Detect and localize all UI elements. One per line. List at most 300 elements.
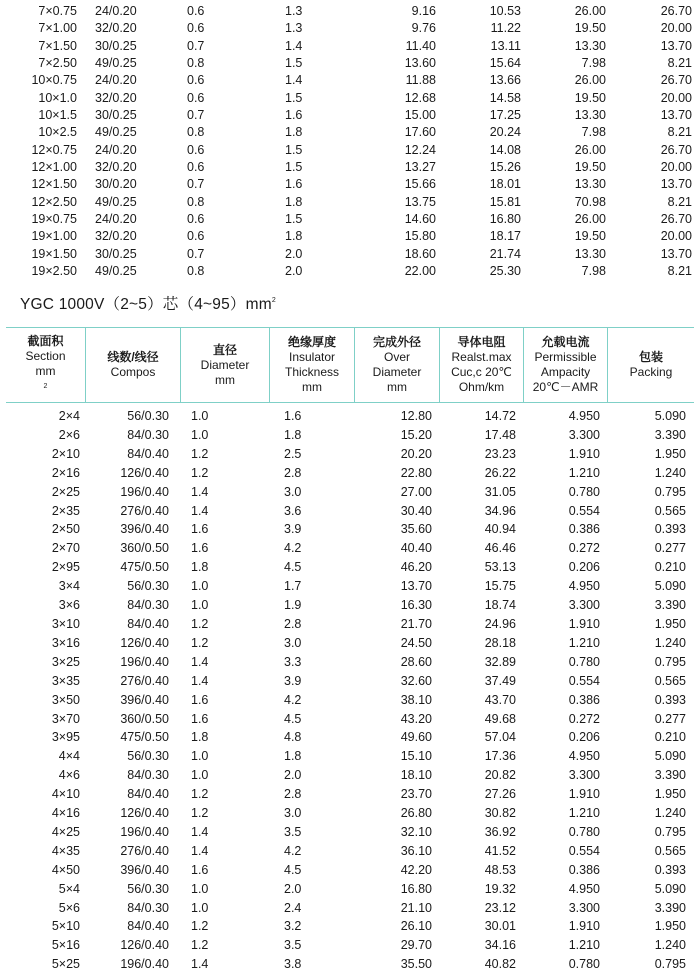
table-cell: 3×6 <box>58 598 80 613</box>
table-cell: 1.4 <box>191 824 209 839</box>
table-cell: 26.70 <box>660 212 692 227</box>
table-cell: 1.950 <box>654 787 686 802</box>
table-cell: 1.5 <box>285 142 303 157</box>
table-cell: 3.9 <box>284 673 302 688</box>
table-cell: 1.6 <box>284 409 302 423</box>
table-cell: 17.48 <box>484 427 516 442</box>
table-cell: 13.30 <box>574 108 606 123</box>
table-cell: 4.8 <box>284 730 302 745</box>
table-cell: 4.5 <box>284 560 302 575</box>
table-cell: 16.80 <box>400 881 432 896</box>
table-cell: 40.94 <box>484 522 516 537</box>
table-cell: 4.2 <box>284 692 302 707</box>
table-cell: 28.60 <box>400 654 432 669</box>
top-spec-table-body <box>0 3 700 281</box>
table-cell: 34.16 <box>484 938 516 953</box>
table-cell: 0.780 <box>568 957 600 972</box>
table-cell: 8.21 <box>667 194 692 209</box>
table-cell: 1.950 <box>654 446 686 461</box>
table-cell: 43.70 <box>484 692 516 707</box>
table-cell: 41.52 <box>484 843 516 858</box>
header-en: Diameter <box>372 365 422 379</box>
table-cell: 1.6 <box>191 541 209 556</box>
section-title-text: YGC 1000V（2~5）芯（4~95）mm <box>20 296 272 313</box>
table-cell: 11.88 <box>405 73 436 88</box>
table-cell: 2×10 <box>51 446 80 461</box>
table-cell: 1.9 <box>284 598 302 613</box>
table-cell: 17.36 <box>484 749 516 764</box>
table-cell: 1.210 <box>568 806 600 821</box>
table-cell: 46.46 <box>484 541 516 556</box>
table-row <box>6 842 694 861</box>
table-cell: 15.10 <box>400 749 432 764</box>
table-row <box>0 3 700 20</box>
table-cell: 0.7 <box>187 177 205 192</box>
table-cell: 0.7 <box>187 246 205 261</box>
section-title-sup: 2 <box>271 297 276 304</box>
table-cell: 1.3 <box>285 4 303 18</box>
table-row <box>6 861 694 880</box>
table-row <box>0 90 700 107</box>
table-cell: 5×6 <box>58 900 80 915</box>
header-zh: 包装 <box>638 350 663 364</box>
table-cell: 2.5 <box>284 446 302 461</box>
table-cell: 3.0 <box>284 484 302 499</box>
table-cell: 2×6 <box>58 427 80 442</box>
table-cell: 15.20 <box>400 427 432 442</box>
table-cell: 3.2 <box>284 919 302 934</box>
table-cell: 0.8 <box>187 56 205 71</box>
table-cell: 35.50 <box>400 957 432 972</box>
table-cell: 19.32 <box>484 881 516 896</box>
table-cell: 196/0.40 <box>120 824 169 839</box>
table-header <box>6 327 694 403</box>
table-cell: 13.75 <box>404 194 436 209</box>
table-cell: 1.8 <box>285 125 303 140</box>
table-cell: 5.090 <box>654 579 686 594</box>
table-cell: 1.210 <box>568 938 600 953</box>
header-section <box>6 328 86 402</box>
table-cell: 3×35 <box>51 673 80 688</box>
table-cell: 4×10 <box>51 787 80 802</box>
table-cell: 1.910 <box>568 616 600 631</box>
table-cell: 48.53 <box>484 862 516 877</box>
table-cell: 26.10 <box>400 919 432 934</box>
table-cell: 9.16 <box>411 4 436 18</box>
table-cell: 1.4 <box>285 38 303 53</box>
table-cell: 84/0.40 <box>127 919 169 934</box>
header-zh: 允载电流 <box>541 335 590 349</box>
table-cell: 30.40 <box>400 503 432 518</box>
table-row <box>6 407 694 426</box>
table-cell: 5×25 <box>51 957 80 972</box>
table-cell: 3.300 <box>568 768 600 783</box>
table-cell: 84/0.30 <box>127 598 169 613</box>
table-cell: 196/0.40 <box>120 484 169 499</box>
table-cell: 360/0.50 <box>120 541 169 556</box>
table-cell: 12.68 <box>404 90 436 105</box>
table-cell: 18.17 <box>489 229 521 244</box>
table-cell: 3×70 <box>51 711 80 726</box>
table-cell: 1.0 <box>191 598 209 613</box>
table-cell: 3.390 <box>654 900 686 915</box>
table-cell: 14.58 <box>489 90 521 105</box>
table-cell: 15.81 <box>489 194 521 209</box>
table-cell: 26.00 <box>574 212 606 227</box>
table-row <box>6 804 694 823</box>
header-zh: 完成外径 <box>372 335 421 349</box>
header-resistance <box>440 328 524 402</box>
table-cell: 3.0 <box>284 635 302 650</box>
table-cell: 0.7 <box>187 38 205 53</box>
table-cell: 3×4 <box>58 579 80 594</box>
table-cell: 1.4 <box>191 484 209 499</box>
table-cell: 23.12 <box>484 900 516 915</box>
table-cell: 20.00 <box>660 160 692 175</box>
table-cell: 16.80 <box>489 212 521 227</box>
table-cell: 28.18 <box>484 635 516 650</box>
table-cell: 1.6 <box>191 711 209 726</box>
table-cell: 0.6 <box>187 21 205 36</box>
table-cell: 4×35 <box>51 843 80 858</box>
table-cell: 20.00 <box>660 21 692 36</box>
table-row <box>6 899 694 918</box>
table-cell: 475/0.50 <box>120 560 169 575</box>
table-cell: 7×2.50 <box>38 56 77 71</box>
table-cell: 1.3 <box>285 21 303 36</box>
header-en: Section <box>25 348 66 363</box>
table-cell: 1.4 <box>191 957 209 972</box>
header-en: Ohm/km <box>458 380 505 394</box>
table-cell: 0.6 <box>187 73 205 88</box>
table-cell: 1.2 <box>191 919 209 934</box>
table-cell: 0.554 <box>568 673 600 688</box>
table-cell: 1.2 <box>191 635 209 650</box>
table-cell: 15.26 <box>489 160 521 175</box>
table-cell: 10×1.5 <box>38 108 77 123</box>
table-cell: 30/0.25 <box>95 38 137 53</box>
table-cell: 29.70 <box>400 938 432 953</box>
table-row <box>6 483 694 502</box>
table-cell: 21.10 <box>400 900 432 915</box>
table-cell: 8.21 <box>667 125 692 140</box>
table-cell: 10×1.0 <box>38 90 77 105</box>
table-cell: 2.8 <box>284 787 302 802</box>
table-cell: 13.70 <box>660 108 692 123</box>
table-cell: 32.89 <box>484 654 516 669</box>
table-cell: 2.0 <box>285 246 303 261</box>
table-cell: 1.8 <box>284 749 302 764</box>
header-en: mm $^2$ <box>35 363 56 390</box>
table-cell: 13.70 <box>660 246 692 261</box>
table-cell: 35.60 <box>400 522 432 537</box>
table-row <box>0 263 700 280</box>
table-cell: 12×0.75 <box>31 142 77 157</box>
table-cell: 1.4 <box>191 673 209 688</box>
table-cell: 20.00 <box>660 90 692 105</box>
table-cell: 1.5 <box>285 160 303 175</box>
table-cell: 12.80 <box>400 409 432 423</box>
table-cell: 3.390 <box>654 768 686 783</box>
table-cell: 7.98 <box>581 56 606 71</box>
table-cell: 13.70 <box>660 177 692 192</box>
table-cell: 0.210 <box>654 730 686 745</box>
table-cell: 4.5 <box>284 862 302 877</box>
table-cell: 13.60 <box>404 56 436 71</box>
table-cell: 1.6 <box>191 862 209 877</box>
header-en: Over <box>383 350 410 364</box>
table-cell: 49/0.25 <box>95 56 137 71</box>
table-cell: 37.49 <box>484 673 516 688</box>
table-cell: 1.8 <box>191 730 209 745</box>
table-cell: 1.0 <box>191 749 209 764</box>
table-row <box>6 691 694 710</box>
table-cell: 8.21 <box>667 264 692 279</box>
table-row <box>6 710 694 729</box>
table-cell: 46.20 <box>400 560 432 575</box>
header-zh: 截面积 <box>27 333 64 348</box>
table-cell: 0.206 <box>568 560 600 575</box>
table-cell: 84/0.40 <box>127 787 169 802</box>
table-row <box>6 596 694 615</box>
table-cell: 14.08 <box>489 142 521 157</box>
table-cell: 1.950 <box>654 616 686 631</box>
table-cell: 43.20 <box>400 711 432 726</box>
table-cell: 32/0.20 <box>95 229 137 244</box>
table-cell: 7.98 <box>581 125 606 140</box>
table-cell: 0.780 <box>568 484 600 499</box>
table-cell: 126/0.40 <box>120 938 169 953</box>
table-cell: 4.950 <box>568 881 600 896</box>
table-cell: 49/0.25 <box>95 125 137 140</box>
table-cell: 1.240 <box>654 938 686 953</box>
table-row <box>6 615 694 634</box>
table-cell: 13.70 <box>400 579 432 594</box>
table-cell: 1.4 <box>191 503 209 518</box>
table-row <box>6 747 694 766</box>
table-cell: 0.7 <box>187 108 205 123</box>
table-cell: 1.8 <box>285 194 303 209</box>
table-cell: 0.780 <box>568 824 600 839</box>
table-cell: 24.50 <box>400 635 432 650</box>
table-cell: 84/0.30 <box>127 427 169 442</box>
table-cell: 0.277 <box>654 541 686 556</box>
table-cell: 4×25 <box>51 824 80 839</box>
table-cell: 1.8 <box>284 427 302 442</box>
table-cell: 0.277 <box>654 711 686 726</box>
table-cell: 13.27 <box>404 160 436 175</box>
table-cell: 2×25 <box>51 484 80 499</box>
table-cell: 9.76 <box>411 21 436 36</box>
table-cell: 0.6 <box>187 160 205 175</box>
table-cell: 1.0 <box>191 881 209 896</box>
table-cell: 3.300 <box>568 598 600 613</box>
table-cell: 20.00 <box>660 229 692 244</box>
table-cell: 0.393 <box>654 862 686 877</box>
table-cell: 31.05 <box>484 484 516 499</box>
table-cell: 0.8 <box>187 194 205 209</box>
table-cell: 396/0.40 <box>120 522 169 537</box>
table-cell: 57.04 <box>484 730 516 745</box>
table-cell: 84/0.40 <box>127 616 169 631</box>
table-cell: 7×1.00 <box>38 21 77 36</box>
table-cell: 18.10 <box>400 768 432 783</box>
header-en: mm <box>215 372 235 387</box>
table-cell: 0.8 <box>187 125 205 140</box>
table-cell: 49/0.25 <box>95 264 137 279</box>
table-cell: 11.40 <box>405 38 436 53</box>
table-row <box>6 577 694 596</box>
table-cell: 24/0.20 <box>95 4 137 18</box>
table-cell: 0.393 <box>654 522 686 537</box>
table-cell: 0.795 <box>654 484 686 499</box>
table-cell: 23.70 <box>400 787 432 802</box>
table-cell: 3×16 <box>51 635 80 650</box>
table-cell: 1.8 <box>191 560 209 575</box>
table-cell: 1.6 <box>191 522 209 537</box>
table-cell: 30/0.25 <box>95 108 137 123</box>
table-cell: 0.210 <box>654 560 686 575</box>
table-cell: 1.2 <box>191 465 209 480</box>
table-cell: 1.950 <box>654 919 686 934</box>
table-cell: 56/0.30 <box>127 579 169 594</box>
table-cell: 27.00 <box>400 484 432 499</box>
table-cell: 4×16 <box>51 806 80 821</box>
table-cell: 27.26 <box>484 787 516 802</box>
table-row <box>6 672 694 691</box>
header-en: Permissible <box>534 350 597 364</box>
table-cell: 40.40 <box>400 541 432 556</box>
header-en: Thickness <box>284 365 340 379</box>
table-cell: 1.0 <box>191 900 209 915</box>
table-cell: 13.30 <box>574 246 606 261</box>
table-row <box>0 38 700 55</box>
table-row <box>6 785 694 804</box>
table-cell: 5×4 <box>58 881 80 896</box>
table-cell: 126/0.40 <box>120 806 169 821</box>
header-zh: 直径 <box>212 342 237 357</box>
header-zh: 导体电阻 <box>457 335 506 349</box>
table-cell: 53.13 <box>484 560 516 575</box>
table-cell: 56/0.30 <box>127 881 169 896</box>
table-cell: 2×95 <box>51 560 80 575</box>
table-cell: 38.10 <box>400 692 432 707</box>
header-en: Diameter <box>200 357 250 372</box>
table-cell: 3×25 <box>51 654 80 669</box>
table-cell: 32/0.20 <box>95 21 137 36</box>
table-cell: 26.00 <box>574 73 606 88</box>
table-cell: 15.64 <box>489 56 521 71</box>
table-cell: 1.0 <box>191 579 209 594</box>
table-cell: 0.206 <box>568 730 600 745</box>
main-spec-table-body <box>6 407 694 974</box>
table-cell: 30.82 <box>484 806 516 821</box>
table-cell: 5×16 <box>51 938 80 953</box>
table-row <box>6 464 694 483</box>
table-row <box>0 72 700 89</box>
table-row <box>6 880 694 899</box>
table-cell: 10.53 <box>489 4 521 18</box>
header-en: Realst.max <box>451 350 512 364</box>
header-en: Compos <box>110 365 156 379</box>
table-row <box>0 124 700 141</box>
table-cell: 26.22 <box>484 465 516 480</box>
table-cell: 3×10 <box>51 616 80 631</box>
table-cell: 1.7 <box>284 579 302 594</box>
table-cell: 0.386 <box>568 862 600 877</box>
table-cell: 0.795 <box>654 957 686 972</box>
table-cell: 0.6 <box>187 229 205 244</box>
table-row <box>0 194 700 211</box>
table-row <box>6 653 694 672</box>
table-cell: 4.2 <box>284 843 302 858</box>
table-cell: 1.2 <box>191 446 209 461</box>
table-cell: 1.910 <box>568 446 600 461</box>
table-cell: 1.4 <box>191 843 209 858</box>
header-zh: 绝缘厚度 <box>287 335 336 349</box>
table-cell: 36.92 <box>484 824 516 839</box>
table-cell: 5×10 <box>51 919 80 934</box>
table-cell: 19×0.75 <box>31 212 77 227</box>
table-cell: 15.66 <box>404 177 436 192</box>
table-row <box>6 520 694 539</box>
table-cell: 84/0.40 <box>127 446 169 461</box>
table-cell: 2×35 <box>51 503 80 518</box>
table-cell: 126/0.40 <box>120 465 169 480</box>
table-cell: 49.68 <box>484 711 516 726</box>
table-cell: 30.01 <box>484 919 516 934</box>
table-cell: 1.4 <box>191 654 209 669</box>
table-cell: 24/0.20 <box>95 212 137 227</box>
table-cell: 13.11 <box>490 38 521 53</box>
table-cell: 19×1.50 <box>31 246 77 261</box>
table-cell: 70.98 <box>574 194 606 209</box>
table-row <box>0 55 700 72</box>
table-cell: 1.5 <box>285 90 303 105</box>
table-cell: 0.780 <box>568 654 600 669</box>
table-row <box>6 728 694 747</box>
table-cell: 3.300 <box>568 427 600 442</box>
table-cell: 2.0 <box>284 881 302 896</box>
table-cell: 1.6 <box>285 108 303 123</box>
table-cell: 1.4 <box>285 73 303 88</box>
table-cell: 1.5 <box>285 56 303 71</box>
header-en: mm <box>302 380 322 394</box>
table-cell: 4.950 <box>568 579 600 594</box>
table-cell: 0.393 <box>654 692 686 707</box>
table-cell: 1.240 <box>654 465 686 480</box>
table-row <box>6 502 694 521</box>
table-cell: 1.240 <box>654 806 686 821</box>
table-cell: 18.74 <box>484 598 516 613</box>
table-cell: 7×1.50 <box>38 38 77 53</box>
table-cell: 49.60 <box>400 730 432 745</box>
table-cell: 0.565 <box>654 673 686 688</box>
table-cell: 360/0.50 <box>120 711 169 726</box>
table-cell: 126/0.40 <box>120 635 169 650</box>
table-cell: 15.75 <box>484 579 516 594</box>
table-cell: 1.910 <box>568 919 600 934</box>
table-cell: 2×70 <box>51 541 80 556</box>
table-cell: 24/0.20 <box>95 142 137 157</box>
table-cell: 3×50 <box>51 692 80 707</box>
table-cell: 11.22 <box>490 21 521 36</box>
table-row <box>6 936 694 955</box>
table-row <box>6 539 694 558</box>
table-cell: 32.60 <box>400 673 432 688</box>
table-cell: 15.80 <box>404 229 436 244</box>
table-cell: 3.5 <box>284 938 302 953</box>
